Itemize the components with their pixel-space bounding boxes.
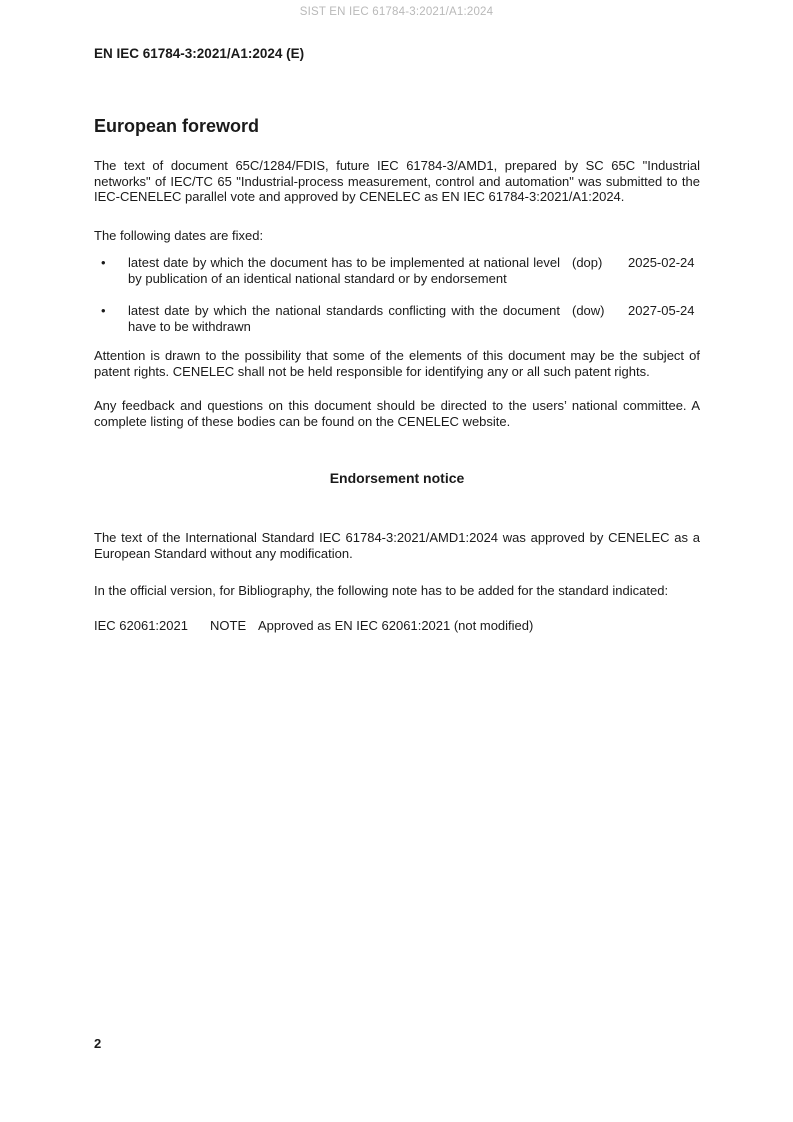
note-text: Approved as EN IEC 62061:2021 (not modified) [258, 617, 534, 633]
dates-fixed-intro: The following dates are fixed: [94, 227, 264, 243]
patent-rights-paragraph: Attention is drawn to the possibility that some of the elements of this document may be the subject of patent rights. CENELEC shall not be held responsible for identifying any or all such patent rights. [94, 348, 700, 379]
bullet-icon: • [101, 303, 106, 318]
date-item-value: 2027-05-24 [628, 303, 695, 318]
date-item-label: (dow) [572, 303, 605, 318]
feedback-paragraph: Any feedback and questions on this document should be directed to the users’ national committee. A complete listing of these bodies can be found on the CENELEC website. [94, 398, 700, 429]
endorsement-official-version-paragraph: In the official version, for Bibliography, the following note has to be added for the standard indicated: [94, 583, 669, 598]
bibliography-note-row [94, 618, 700, 634]
note-standard-reference: IEC 62061:2021 [94, 617, 188, 633]
section-title-endorsement-notice: Endorsement notice [329, 470, 465, 486]
document-reference-header: EN IEC 61784-3:2021/A1:2024 (E) [94, 46, 305, 61]
section-title-european-foreword: European foreword [94, 116, 260, 136]
bullet-icon: • [101, 255, 106, 270]
running-header: SIST EN IEC 61784-3:2021/A1:2024 [299, 6, 494, 18]
note-label: NOTE [210, 617, 247, 633]
page-number: 2 [94, 1036, 102, 1051]
date-item-dop [94, 255, 700, 286]
endorsement-approved-paragraph: The text of the International Standard IEC 61784-3:2021/AMD1:2024 was approved by CENELEC as a European Standard without any modification. [94, 530, 700, 561]
date-item-text: latest date by which the national standards conflicting with the document have to be withdrawn [128, 303, 560, 334]
date-item-dow [94, 303, 700, 334]
date-item-value: 2025-02-24 [628, 255, 695, 270]
date-item-text: latest date by which the document has to be implemented at national level by publication of an identical national standard or by endorsement [128, 255, 560, 286]
date-item-label: (dop) [572, 255, 603, 270]
foreword-intro-paragraph: The text of document 65C/1284/FDIS, future IEC 61784-3/AMD1, prepared by SC 65C "Industrial networks" of IEC/TC 65 "Industrial-process measurement, control and automation" was submitted to the IEC-CENELEC parallel vote and approved by CENELEC as EN IEC 61784-3:2021/A1:2024. [94, 158, 700, 204]
